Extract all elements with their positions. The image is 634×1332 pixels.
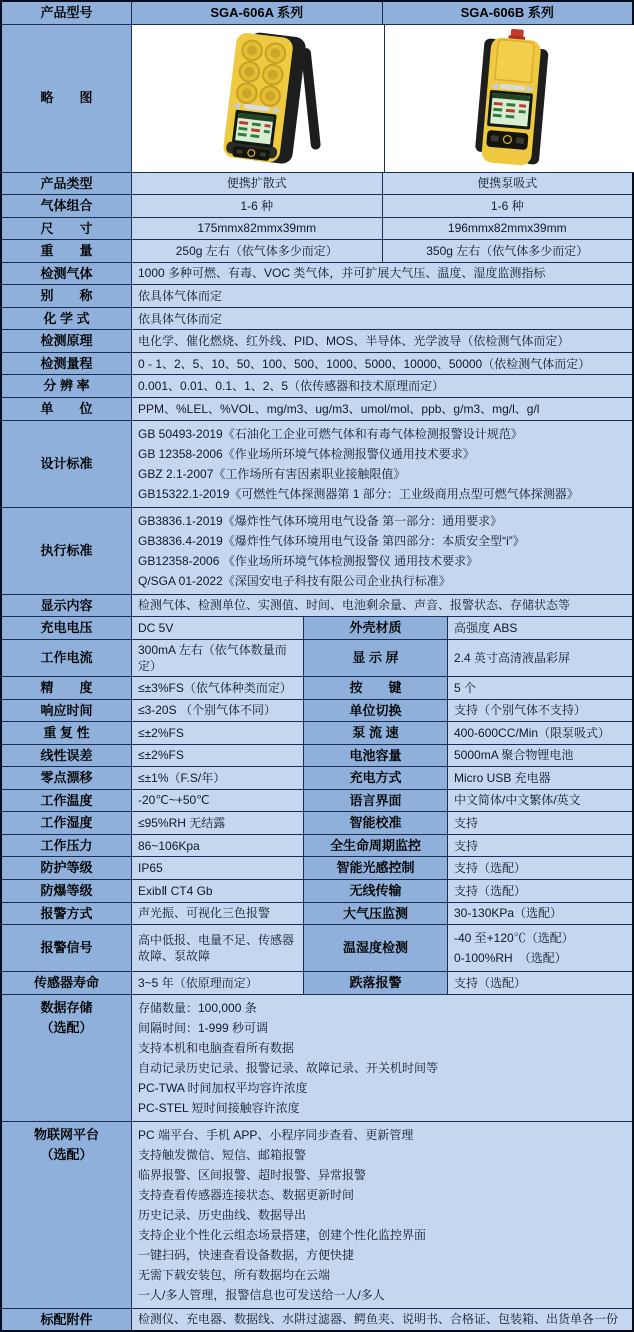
row-value-left: 300mA 左右（依气体数量而定） [131, 640, 303, 677]
row-label-left: 工作电流 [2, 640, 131, 677]
value-series-a: 便携扩散式 [131, 173, 382, 196]
row-value-right: 支持 [447, 835, 632, 858]
table-row [2, 595, 632, 618]
row-label-right: 大气压监测 [303, 903, 447, 926]
row-label-left: 工作温度 [2, 790, 131, 813]
table-row [2, 790, 632, 813]
row-label: 检测量程 [2, 353, 131, 376]
row-label-left: 响应时间 [2, 700, 131, 723]
standards-list: GB 50493-2019《石油化工企业可燃气体和有毒气体检测报警设计规范》 GB 12358-2006《作业场所环境气体检测报警仪通用技术要求》 GBZ 2.1-2007《工作场所有害因素职业接触限值》 GB15322.1-2019《可燃性气体探测器第 1 部分：工业级商用点型可燃气体探测器》 [131, 421, 632, 508]
row-label: 尺 寸 [2, 218, 131, 241]
row-label: 显示内容 [2, 595, 131, 618]
row-value-right: -40 至+120℃（选配） 0-100%RH （选配） [447, 925, 632, 972]
section-full-width [2, 263, 632, 421]
row-label-right: 按 键 [303, 677, 447, 700]
table-row [2, 880, 632, 903]
product-image-sga606b [384, 25, 634, 173]
standards-label: 执行标准 [2, 508, 131, 595]
row-value-left: IP65 [131, 857, 303, 880]
row-value-left: ≤±3%FS（依气体种类而定） [131, 677, 303, 700]
gas-detector-diffusion-icon [132, 25, 384, 172]
row-label-right: 外壳材质 [303, 617, 447, 640]
row-value-right: 2.4 英寸高清液晶彩屏 [447, 640, 632, 677]
accessories-value: 检测仪、充电器、数据线、水阱过滤器、鳄鱼夹、说明书、合格证、包装箱、出货单各一份 [131, 1309, 632, 1331]
row-label: 分 辨 率 [2, 375, 131, 398]
row-value: 0 - 1、2、5、10、50、100、500、1000、5000、10000、50000（依检测气体而定） [131, 353, 632, 376]
table-row [2, 722, 632, 745]
table-row [2, 745, 632, 768]
value-series-b: 1-6 种 [382, 195, 633, 218]
value-series-b: 便携泵吸式 [382, 173, 633, 196]
product-image-sga606a [131, 25, 384, 173]
table-row [2, 508, 632, 595]
table-row [2, 767, 632, 790]
row-value-left: 声光振、可视化三色报警 [131, 903, 303, 926]
table-row [2, 263, 632, 286]
value-series-a: 175mmx82mmx39mm [131, 218, 382, 241]
pump-cover [495, 39, 535, 82]
row-value-right: 支持（选配） [447, 972, 632, 995]
section-standards [2, 421, 632, 595]
row-label-left: 零点漂移 [2, 767, 131, 790]
gas-detector-pump-icon [385, 25, 634, 172]
table-row [2, 812, 632, 835]
table-row [2, 677, 632, 700]
row-value-left: ≤±2%FS [131, 722, 303, 745]
value-series-b: 350g 左右（依气体多少而定） [382, 240, 633, 263]
row-value-left: -20℃~+50℃ [131, 790, 303, 813]
row-label-left: 防护等级 [2, 857, 131, 880]
table-row [2, 835, 632, 858]
row-label: 产品类型 [2, 173, 131, 196]
row-label-right: 电池容量 [303, 745, 447, 768]
row-label-left: 传感器寿命 [2, 972, 131, 995]
row-value-right: Micro USB 充电器 [447, 767, 632, 790]
row-label: 重 量 [2, 240, 131, 263]
row-value-right: 支持（选配） [447, 857, 632, 880]
table-row [2, 330, 632, 353]
row-label-left: 报警信号 [2, 925, 131, 972]
row-label-left: 线性误差 [2, 745, 131, 768]
standards-list: GB3836.1-2019《爆炸性气体环境用电气设备 第一部分：通用要求》 GB3836.4-2019《爆炸性气体环境用电气设备 第四部分：本质安全型“i”》 GB12358-2006 《作业场所环境气体检测报警仪 通用技术要求》 Q/SGA 01-2022《深国安电子科技有限公司企业执行标准》 [131, 508, 632, 595]
row-value: 检测气体、检测单位、实测值、时间、电池剩余量、声音、报警状态、存储状态等 [131, 595, 632, 618]
standards-label: 设计标准 [2, 421, 131, 508]
lcd-screen [232, 109, 277, 147]
row-value: PPM、%LEL、%VOL、mg/m3、ug/m3、umol/mol、ppb、g/m3、mg/l、g/l [131, 398, 632, 421]
value-series-a: 1-6 种 [131, 195, 382, 218]
row-value-left: 高中低报、电量不足、传感器故障、泵故障 [131, 925, 303, 972]
sketch-label: 略 图 [2, 25, 131, 173]
table-row [2, 218, 632, 241]
row-value-right: 5000mA 聚合物锂电池 [447, 745, 632, 768]
row-label-left: 充电电压 [2, 617, 131, 640]
row-value-right: 支持（个别气体不支持） [447, 700, 632, 723]
value-series-b: 196mmx82mmx39mm [382, 218, 633, 241]
option-block-label: 数据存储 （选配） [2, 995, 131, 1122]
table-row [2, 240, 632, 263]
section-four-col [2, 617, 632, 994]
row-value: 0.001、0.01、0.1、1、2、5（依传感器和技术原理而定） [131, 375, 632, 398]
row-label-right: 泵 流 速 [303, 722, 447, 745]
table-row [2, 925, 632, 972]
row-label: 别 称 [2, 285, 131, 308]
row-label-left: 工作压力 [2, 835, 131, 858]
table-row [2, 375, 632, 398]
value-series-a: 250g 左右（依气体多少而定） [131, 240, 382, 263]
row-label-right: 全生命周期监控 [303, 835, 447, 858]
row-label-right: 智能光感控制 [303, 857, 447, 880]
row-label: 气体组合 [2, 195, 131, 218]
row-label-left: 重 复 性 [2, 722, 131, 745]
table-row [2, 353, 632, 376]
section-display-content [2, 595, 632, 618]
row-value-left: ≤±2%FS [131, 745, 303, 768]
row-value: 电化学、催化燃烧、红外线、PID、MOS、半导体、光学波导（依检测气体而定） [131, 330, 632, 353]
row-value-left: 86~106Kpa [131, 835, 303, 858]
table-row [2, 972, 632, 995]
row-value-right: 中文简体/中文繁体/英文 [447, 790, 632, 813]
row-value-left: ≤±1%（F.S/年） [131, 767, 303, 790]
row-label: 单 位 [2, 398, 131, 421]
row-label: 检测原理 [2, 330, 131, 353]
row-value: 依具体气体而定 [131, 308, 632, 331]
row-value-right: 30-130KPa（选配） [447, 903, 632, 926]
row-label: 检测气体 [2, 263, 131, 286]
table-row [2, 1122, 632, 1309]
option-block-list: PC 端平台、手机 APP、小程序同步查看、更新管理 支持触发微信、短信、邮箱报警 临界报警、区间报警、超时报警、异常报警 支持查看传感器连接状态、数据更新时间 历史记录、历史曲线、数据导出 支持企业个性化云组态场景搭建，创建个性化监控界面 一键扫码，快速查看设备数据，方便快捷 无需下载安装包，所有数据均在云端 一人/多人管理，报警信息也可发送给一人/多人 [131, 1122, 632, 1309]
row-value-right: 5 个 [447, 677, 632, 700]
row-value-left: ≤95%RH 无结露 [131, 812, 303, 835]
table-row [2, 398, 632, 421]
row-label-right: 充电方式 [303, 767, 447, 790]
table-row [2, 308, 632, 331]
row-value-right: 支持（选配） [447, 880, 632, 903]
accessories-row [2, 1309, 632, 1331]
table-row [2, 617, 632, 640]
row-label-right: 无线传输 [303, 880, 447, 903]
option-block-list: 存储数量：100,000 条 间隔时间：1-999 秒可调 支持本机和电脑查看所有数据 自动记录历史记录、报警记录、故障记录、开关机时间等 PC-TWA 时间加权平均容许浓度 PC-STEL 短时间接触容许浓度 [131, 995, 632, 1122]
row-label-right: 单位切换 [303, 700, 447, 723]
row-value-left: ExibⅡ CT4 Gb [131, 880, 303, 903]
row-label-left: 工作湿度 [2, 812, 131, 835]
header-row [2, 2, 632, 25]
header-product-model-label: 产品型号 [2, 2, 131, 25]
table-row [2, 173, 632, 196]
row-label-right: 温湿度检测 [303, 925, 447, 972]
option-block-label: 物联网平台 （选配） [2, 1122, 131, 1309]
sketch-row [2, 25, 632, 173]
section-optional-blocks [2, 995, 632, 1309]
row-label-right: 智能校准 [303, 812, 447, 835]
row-label-right: 显 示 屏 [303, 640, 447, 677]
table-row [2, 640, 632, 677]
header-series-a: SGA-606A 系列 [131, 2, 382, 25]
header-series-b: SGA-606B 系列 [382, 2, 633, 25]
row-value-left: DC 5V [131, 617, 303, 640]
row-label-left: 精 度 [2, 677, 131, 700]
table-row [2, 285, 632, 308]
row-value: 1000 多种可燃、有毒、VOC 类气体，并可扩展大气压、温度、湿度监测指标 [131, 263, 632, 286]
lcd-screen [487, 89, 533, 129]
row-value-left: ≤3-20S （个别气体不同） [131, 700, 303, 723]
row-label-right: 语言界面 [303, 790, 447, 813]
section-three-col [2, 173, 632, 263]
row-label-left: 报警方式 [2, 903, 131, 926]
row-value-right: 高强度 ABS [447, 617, 632, 640]
table-row [2, 700, 632, 723]
table-row [2, 195, 632, 218]
row-label-left: 防爆等级 [2, 880, 131, 903]
row-value-left: 3~5 年（依原理而定） [131, 972, 303, 995]
table-row [2, 421, 632, 508]
row-label-right: 跌落报警 [303, 972, 447, 995]
row-value-right: 支持 [447, 812, 632, 835]
table-row [2, 857, 632, 880]
row-label: 化 学 式 [2, 308, 131, 331]
table-row [2, 995, 632, 1122]
table-row [2, 903, 632, 926]
row-value: 依具体气体而定 [131, 285, 632, 308]
row-value-right: 400-600CC/Min（限泵吸式） [447, 722, 632, 745]
accessories-label: 标配附件 [2, 1309, 131, 1331]
